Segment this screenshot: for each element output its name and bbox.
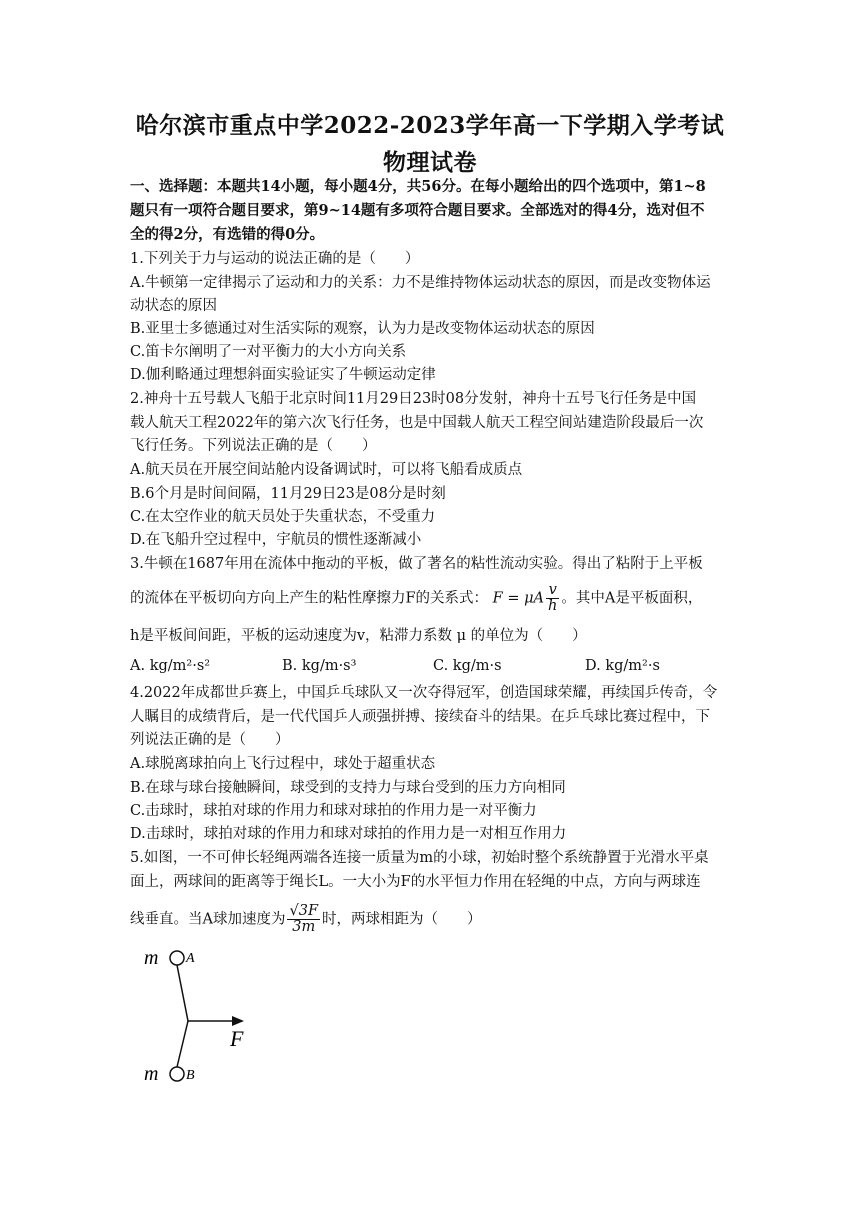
q5-stem-2: 面上，两球间的距离等于绳长L。一大小为F的水平恒力作用在轻绳的中点，方向与两球连 — [130, 874, 701, 890]
q2-option-c: C.在太空作业的航天员处于失重状态，不受重力 — [130, 509, 436, 525]
q5-stem-1: 5.如图，一不可伸长轻绳两端各连接一质量为m的小球，初始时整个系统静置于光滑水平桌 — [130, 850, 709, 866]
q1-option-c: C.笛卡尔阐明了一对平衡力的大小方向关系 — [130, 344, 407, 360]
q3-stem-2-tail: 。其中A是平板面积， — [561, 590, 703, 607]
exam-subject: 物理试卷 — [383, 149, 477, 176]
exam-title: 哈尔滨市重点中学2022-2023学年高一下学期入学考试 — [135, 112, 725, 139]
ball-a-icon — [170, 951, 184, 965]
q3-formula-lhs: F = μA — [492, 590, 544, 607]
rope-upper-half — [177, 965, 188, 1021]
fig-mass-top-label: m — [144, 947, 159, 969]
q2-stem-1: 2.神舟十五号载人飞船于北京时间11月29日23时08分发射，神舟十五号飞行任务是中国 — [130, 391, 697, 407]
q3-option-a: A. kg/m²·s² — [130, 658, 211, 674]
q3-stem-2-text: 的流体在平板切向方向上产生的粘性摩擦力F的关系式： — [130, 590, 489, 607]
q2-option-a: A.航天员在开展空间站舱内设备调试时，可以将飞船看成质点 — [130, 462, 523, 478]
q3-formula-denominator: h — [548, 598, 558, 614]
q1-option-a: A.牛顿第一定律揭示了运动和力的关系：力不是维持物体运动状态的原因，而是改变物体运 — [130, 275, 711, 291]
q2-stem-2: 载人航天工程2022年的第六次飞行任务，也是中国载人航天工程空间站建造阶段最后一次 — [130, 415, 704, 431]
fig-label-b: B — [186, 1068, 195, 1083]
section-instructions-2: 题只有一项符合题目要求，第9~14题有多项符合题目要求。全部选对的得4分，选对但不 — [130, 202, 705, 219]
q1-stem: 1.下列关于力与运动的说法正确的是（ ） — [130, 251, 420, 267]
section-instructions-3: 全的得2分，有选错的得0分。 — [130, 226, 325, 243]
q5-stem-3 — [130, 904, 482, 935]
q5-acceleration-fraction — [287, 904, 320, 935]
q2-option-b: B.6个月是时间间隔，11月29日23是08分是时刻 — [130, 486, 446, 502]
q1-option-b: B.亚里士多德通过对生活实际的观察，认为力是改变物体运动状态的原因 — [130, 321, 595, 337]
q3-option-d: D. kg/m²·s — [585, 658, 660, 674]
q4-stem-3: 列说法正确的是（ ） — [130, 732, 290, 748]
q5-fraction-numerator: √3F — [289, 903, 319, 919]
q3-formula-fraction — [546, 583, 559, 614]
q3-formula-numerator: v — [546, 583, 559, 599]
q4-stem-2: 人瞩目的成绩背后，是一代代国乒人顽强拼搏、接续奋斗的结果。在乒乓球比赛过程中，下 — [130, 709, 710, 725]
q5-stem-3-text: 线垂直。当A球加速度为 — [130, 911, 286, 928]
q1-option-a-cont: 动状态的原因 — [130, 298, 217, 314]
q4-option-c: C.击球时，球拍对球的作用力和球对球拍的作用力是一对平衡力 — [130, 803, 537, 819]
q3-option-b: B. kg/m·s³ — [282, 658, 357, 674]
q2-stem-3: 飞行任务。下列说法正确的是（ ） — [130, 438, 377, 454]
q4-option-a: A.球脱离球拍向上飞行过程中，球处于超重状态 — [130, 756, 436, 772]
fig-force-label: F — [230, 1026, 244, 1051]
rope-lower-half — [177, 1021, 188, 1067]
q2-option-d: D.在飞船升空过程中，宇航员的惯性逐渐减小 — [130, 532, 422, 548]
q3-option-c: C. kg/m·s — [433, 658, 502, 674]
section-instructions-1: 一、选择题：本题共14小题，每小题4分，共56分。在每小题给出的四个选项中，第1~8 — [130, 178, 706, 195]
fig-label-a: A — [186, 951, 195, 966]
q3-stem-1: 3.牛顿在1687年用在流体中拖动的平板，做了著名的粘性流动实验。得出了粘附于上平板 — [130, 556, 703, 572]
ball-b-icon — [170, 1067, 184, 1081]
q5-stem-3-tail: 时，两球相距为（ ） — [322, 911, 482, 928]
rope-balls-diagram — [140, 942, 270, 1092]
q1-option-d: D.伽利略通过理想斜面实验证实了牛顿运动定律 — [130, 367, 436, 383]
q4-stem-1: 4.2022年成都世乒赛上，中国乒乓球队又一次夺得冠军，创造国球荣耀，再续国乒传奇，令 — [130, 685, 718, 701]
q4-option-b: B.在球与球台接触瞬间，球受到的支持力与球台受到的压力方向相同 — [130, 780, 566, 796]
q3-stem-3: h是平板间间距，平板的运动速度为v，粘滞力系数 μ 的单位为（ ） — [130, 628, 587, 644]
q4-option-d: D.击球时，球拍对球的作用力和球对球拍的作用力是一对相互作用力 — [130, 826, 567, 842]
q3-stem-2 — [130, 583, 702, 614]
fig-mass-bottom-label: m — [144, 1063, 159, 1085]
q5-fraction-denominator: 3m — [292, 919, 316, 935]
force-arrow-head-icon — [232, 1016, 244, 1026]
